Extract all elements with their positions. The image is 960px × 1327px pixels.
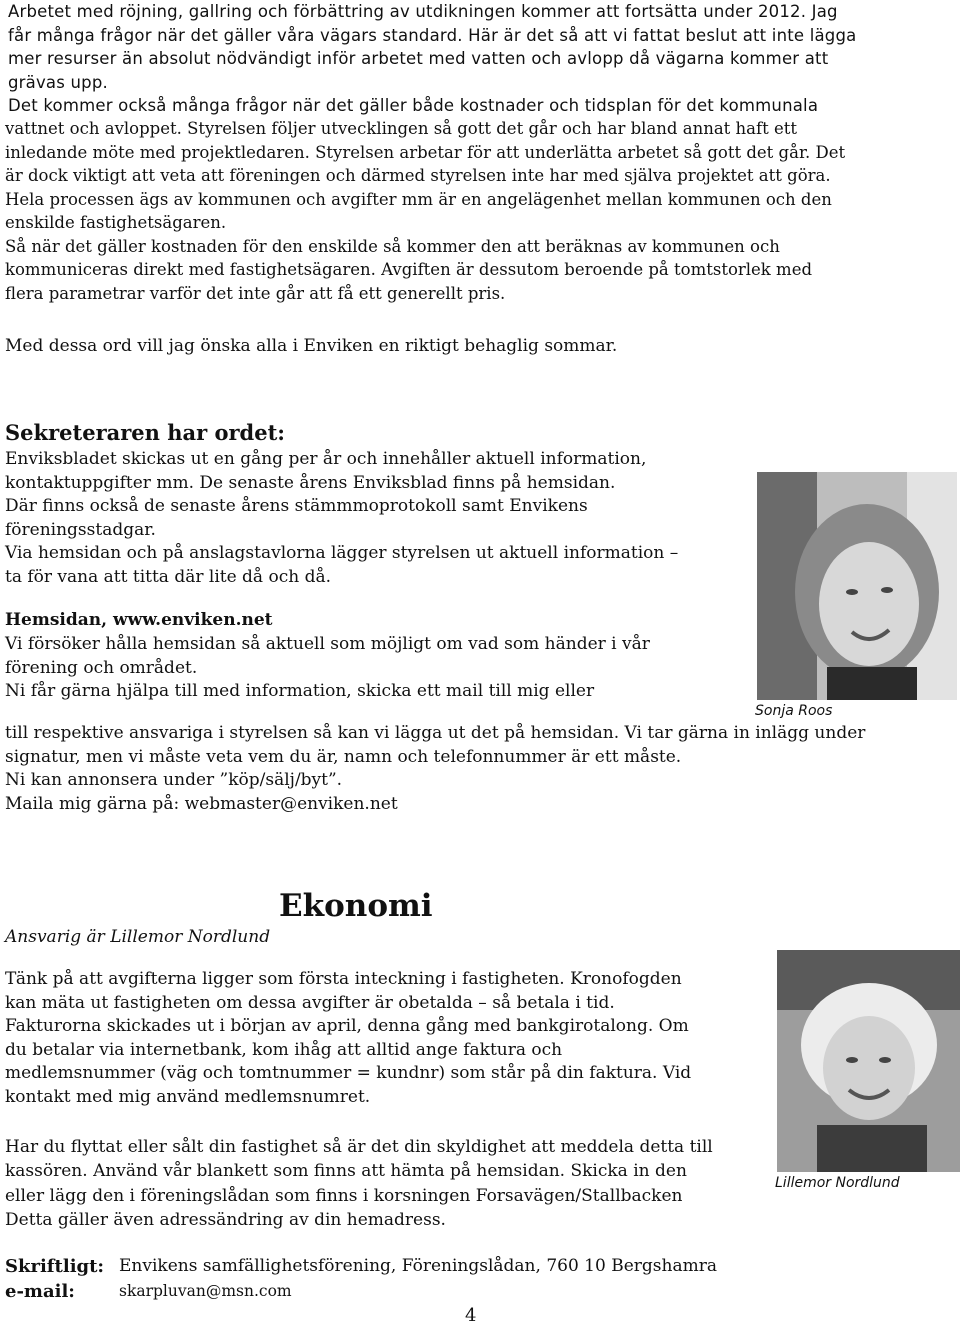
email-label: e-mail:: [5, 1281, 75, 1302]
ekonomi-line: du betalar via internetbank, kom ihåg att alltid ange faktura och: [5, 1039, 563, 1060]
intro-paragraph-top: [8, 0, 856, 118]
lillemor-nordlund-photo: [777, 950, 960, 1172]
intro-line: grävas upp.: [8, 72, 108, 92]
sonja-roos-caption: Sonja Roos: [755, 703, 833, 719]
ekonomi-line: Har du flyttat eller sålt din fastighet så är det din skyldighet att meddela detta till: [5, 1137, 713, 1157]
sekreterare-line: Via hemsidan och på anslagstavlorna lägger styrelsen ut aktuell information –: [5, 543, 679, 564]
intro-line: Arbetet med röjning, gallring och förbättring av utdikningen kommer att fortsätta under 2012. Jag: [8, 2, 838, 21]
ekonomi-line: medlemsnummer (väg och tomtnummer = kundnr) som står på din faktura. Vid: [5, 1063, 692, 1084]
sekreterare-heading: Sekreteraren har ordet:: [5, 420, 286, 445]
ekonomi-line: kontakt med mig använd medlemsnumret.: [5, 1086, 371, 1107]
ekonomi-line: Detta gäller även adressändring av din hemadress.: [5, 1209, 446, 1230]
ekonomi-responsible: Ansvarig är Lillemor Nordlund: [5, 927, 271, 947]
ekonomi-paragraph-b: [5, 1135, 713, 1232]
ekonomi-line: kassören. Använd vår blankett som finns att hämta på hemsidan. Skicka in den: [5, 1161, 687, 1182]
ekonomi-line: eller lägg den i föreningslådan som finns i korsningen Forsavägen/Stallbacken: [5, 1185, 683, 1206]
skriftligt-label: Skriftligt:: [5, 1256, 105, 1277]
intro-line: är dock viktigt att veta att föreningen och därmed styrelsen inte har med själva projektet att göra.: [5, 166, 831, 185]
page-number: 4: [465, 1305, 477, 1326]
skriftligt-value: Envikens samfällighetsförening, Föreningslådan, 760 10 Bergshamra: [119, 1256, 717, 1276]
intro-line: får många frågor när det gäller våra vägars standard. Här är det så att vi fattat beslut att inte lägga: [8, 25, 857, 45]
intro-line: Det kommer också många frågor när det gäller både kostnader och tidsplan för det kommunala: [8, 96, 819, 115]
hemsida-line: Ni kan annonsera under ”köp/sälj/byt”.: [5, 770, 343, 791]
intro-line: Hela processen ägs av kommunen och avgifter mm är en angelägenhet mellan kommunen och den: [5, 189, 832, 209]
sekreterare-paragraph: [5, 448, 678, 590]
intro-paragraph-bottom: [5, 117, 845, 305]
lillemor-nordlund-caption: Lillemor Nordlund: [775, 1175, 900, 1191]
hemsida-line: signatur, men vi måste veta vem du är, namn och telefonnummer är ett måste.: [5, 746, 682, 767]
hemsida-continuation: [5, 722, 865, 816]
hemsida-paragraph: [5, 633, 650, 704]
ekonomi-line: Fakturorna skickades ut i början av april, denna gång med bankgirotalong. Om: [5, 1016, 689, 1037]
intro-line: kommuniceras direkt med fastighetsägaren. Avgiften är dessutom beroende på tomtstorlek med: [5, 260, 813, 279]
ekonomi-heading: Ekonomi: [279, 888, 433, 924]
sekreterare-line: kontaktuppgifter mm. De senaste årens Enviksblad finns på hemsidan.: [5, 472, 616, 493]
intro-line: vattnet och avloppet. Styrelsen följer utvecklingen så gott det går och har bland annat haft ett: [5, 119, 798, 138]
ekonomi-paragraph-a: [5, 968, 691, 1110]
sekreterare-line: Enviksbladet skickas ut en gång per år och innehåller aktuell information,: [5, 449, 647, 469]
ekonomi-line: kan mäta ut fastigheten om dessa avgifter är obetalda – så betala i tid.: [5, 992, 615, 1013]
intro-line: Så när det gäller kostnaden för den enskilde så kommer den att beräknas av kommunen och: [5, 236, 780, 256]
sekreterare-line: Där finns också de senaste årens stämmmoprotokoll samt Envikens: [5, 496, 588, 517]
hemsida-line: till respektive ansvariga i styrelsen så kan vi lägga ut det på hemsidan. Vi tar gärna in inlägg under: [5, 723, 866, 743]
hemsida-line: Vi försöker hålla hemsidan så aktuell som möjligt om vad som händer i vår: [5, 634, 650, 654]
intro-line: enskilde fastighetsägaren.: [5, 213, 227, 232]
intro-closing: Med dessa ord vill jag önska alla i Enviken en riktigt behaglig sommar.: [5, 336, 618, 356]
intro-line: inledande möte med projektledaren. Styrelsen arbetar för att underlätta arbetet så gott det går. Det: [5, 142, 846, 162]
intro-line: mer resurser än absolut nödvändigt inför arbetet med vatten och avlopp då vägarna kommer att: [8, 49, 829, 68]
ekonomi-line: Tänk på att avgifterna ligger som första inteckning i fastigheten. Kronofogden: [5, 969, 682, 989]
hemsida-line: Maila mig gärna på: webmaster@enviken.net: [5, 793, 398, 814]
hemsida-heading: Hemsidan, www.enviken.net: [5, 610, 273, 630]
email-value: skarpluvan@msn.com: [119, 1282, 292, 1300]
intro-line: flera parametrar varför det inte går att få ett generellt pris.: [5, 283, 506, 303]
sekreterare-line: ta för vana att titta där lite då och då.: [5, 566, 331, 587]
hemsida-line: Ni får gärna hjälpa till med information, skicka ett mail till mig eller: [5, 681, 595, 702]
hemsida-line: förening och området.: [5, 657, 198, 678]
portrait-image: [757, 472, 957, 700]
sekreterare-line: föreningsstadgar.: [5, 519, 156, 540]
sonja-roos-photo: [757, 472, 957, 700]
portrait-image: [777, 950, 960, 1172]
